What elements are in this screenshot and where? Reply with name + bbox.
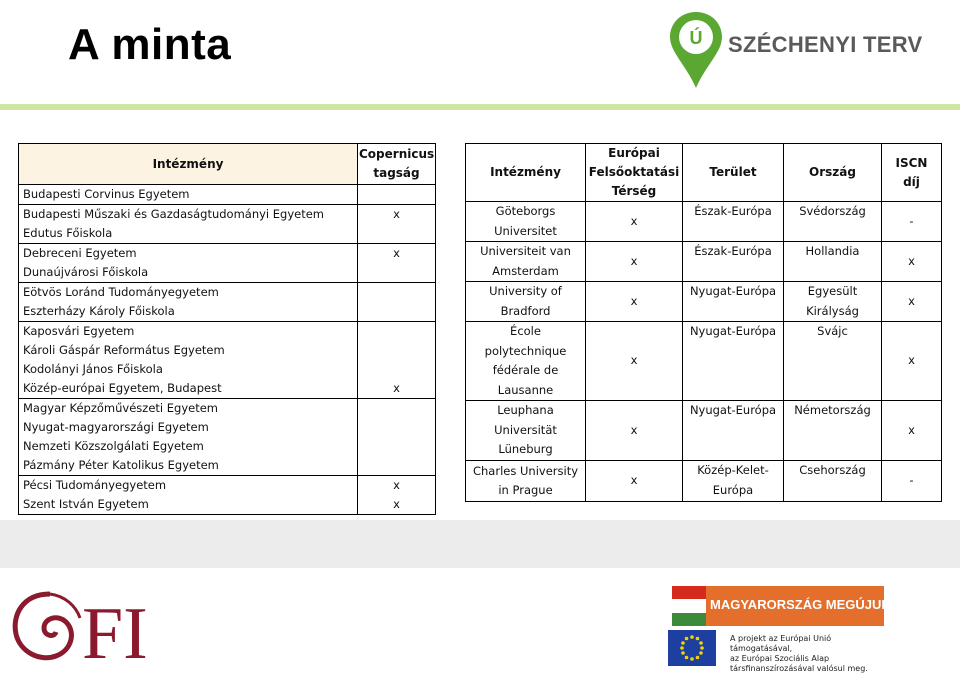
table2-header-territory: Terület xyxy=(683,144,784,202)
institution-cell xyxy=(466,322,586,401)
eu-funding-notice xyxy=(730,634,890,674)
table-row xyxy=(466,282,942,322)
institution-cell xyxy=(466,461,586,502)
table1-header-institution: Intézmény xyxy=(19,144,358,185)
copernicus-header-line1: Copernicus xyxy=(359,147,435,161)
eu-notice-line: A projekt az Európai Unió támogatásával, xyxy=(730,634,832,653)
logo-text: SZÉCHENYI TERV xyxy=(728,32,923,57)
ehea-mark: x xyxy=(586,401,683,461)
territory-line: Európa xyxy=(712,482,754,497)
ehea-header-line3: Térség xyxy=(611,184,657,198)
banner-text: MAGYARORSZÁG MEGÚJUL xyxy=(710,597,890,612)
table-row xyxy=(19,263,436,283)
institution-line: Bradford xyxy=(500,303,551,318)
table-row xyxy=(19,360,436,379)
table2-header-iscn xyxy=(882,144,942,202)
footer-band xyxy=(0,520,960,568)
table-row xyxy=(19,476,436,496)
institution-name: Eötvös Loránd Tudományegyetem xyxy=(19,283,358,303)
table-row xyxy=(466,202,942,242)
copernicus-mark xyxy=(358,456,436,476)
ehea-mark: x xyxy=(586,242,683,282)
institution-line: Universitet xyxy=(494,223,557,238)
ehea-mark: x xyxy=(586,282,683,322)
copernicus-mark xyxy=(358,341,436,360)
table-row xyxy=(466,322,942,401)
ehea-mark: x xyxy=(586,322,683,401)
table-row xyxy=(19,399,436,419)
iscn-mark: x xyxy=(882,242,942,282)
svg-text:Ú: Ú xyxy=(689,28,703,48)
copernicus-mark xyxy=(358,437,436,456)
iscn-header-line2: díj xyxy=(903,174,920,189)
country-line: Királyság xyxy=(806,303,859,318)
ofi-wordmark: FI xyxy=(82,593,148,668)
table2-header-institution: Intézmény xyxy=(466,144,586,202)
institution-line: in Prague xyxy=(498,483,553,497)
institution-cell xyxy=(466,242,586,282)
institution-name: Magyar Képzőművészeti Egyetem xyxy=(19,399,358,419)
country-cell: Svédország xyxy=(784,202,882,242)
country-cell: Csehország xyxy=(784,461,882,502)
eu-flag-icon xyxy=(668,630,716,666)
institution-name: Budapesti Corvinus Egyetem xyxy=(19,185,358,205)
country-cell: Svájc xyxy=(784,322,882,401)
copernicus-mark xyxy=(358,302,436,322)
institution-name: Pécsi Tudományegyetem xyxy=(19,476,358,496)
table-row xyxy=(19,341,436,360)
page-title: A minta xyxy=(68,20,232,69)
institution-line: Charles University xyxy=(472,463,579,478)
table-row xyxy=(19,322,436,342)
header-divider xyxy=(0,104,960,110)
iscn-mark: x xyxy=(882,322,942,401)
table2-header-country: Ország xyxy=(784,144,882,202)
table-row xyxy=(19,418,436,437)
table-row xyxy=(19,379,436,399)
copernicus-mark: x xyxy=(358,379,436,399)
table1-header-copernicus xyxy=(358,144,436,185)
territory-cell: Nyugat-Európa xyxy=(683,401,784,461)
institution-line: University of xyxy=(489,284,562,298)
table-row xyxy=(19,224,436,244)
country-cell: Németország xyxy=(784,401,882,461)
institution-line: Universität xyxy=(494,422,557,437)
table-row xyxy=(466,461,942,502)
table2-header-ehea xyxy=(586,144,683,202)
territory-cell: Nyugat-Európa xyxy=(683,282,784,322)
copernicus-mark xyxy=(358,418,436,437)
table-row xyxy=(19,283,436,303)
institution-name: Kodolányi János Főiskola xyxy=(19,360,358,379)
institution-line: Universiteit van xyxy=(480,244,571,258)
institution-line: Amsterdam xyxy=(492,263,559,278)
eu-notice-line: az Európai Szociális Alap xyxy=(730,654,830,663)
table-row xyxy=(466,242,942,282)
copernicus-table xyxy=(18,143,436,515)
iscn-header-line1: ISCN xyxy=(895,155,928,170)
territory-cell: Észak-Európa xyxy=(683,242,784,282)
institution-line: Lüneburg xyxy=(498,442,553,457)
institution-name: Károli Gáspár Református Egyetem xyxy=(19,341,358,360)
institution-line: fédérale de xyxy=(492,363,559,377)
copernicus-header-line2: tagság xyxy=(373,166,420,180)
country-cell: Hollandia xyxy=(784,242,882,282)
copernicus-mark xyxy=(358,185,436,205)
institution-name: Budapesti Műszaki és Gazdaságtudományi Egyetem xyxy=(19,205,358,225)
institution-line: École xyxy=(510,324,541,338)
copernicus-mark xyxy=(358,360,436,379)
institution-line: Leuphana xyxy=(497,403,554,418)
country-line: Egyesült xyxy=(807,284,858,298)
institution-name: Edutus Főiskola xyxy=(19,224,358,244)
copernicus-mark xyxy=(358,399,436,419)
copernicus-mark: x xyxy=(358,495,436,515)
institution-name: Nyugat-magyarországi Egyetem xyxy=(19,418,358,437)
institution-cell xyxy=(466,282,586,322)
szechenyi-terv-logo xyxy=(668,10,928,90)
institution-name: Közép-európai Egyetem, Budapest xyxy=(19,379,358,399)
territory-cell xyxy=(683,461,784,502)
institution-name: Pázmány Péter Katolikus Egyetem xyxy=(19,456,358,476)
iscn-mark: x xyxy=(882,401,942,461)
institution-name: Kaposvári Egyetem xyxy=(19,322,358,342)
map-pin-icon xyxy=(668,10,724,90)
institution-name: Dunaújvárosi Főiskola xyxy=(19,263,358,283)
table-row xyxy=(19,437,436,456)
institution-name: Nemzeti Közszolgálati Egyetem xyxy=(19,437,358,456)
table-row xyxy=(19,456,436,476)
ehea-mark: x xyxy=(586,461,683,502)
table-row xyxy=(19,495,436,515)
institution-cell xyxy=(466,202,586,242)
institution-name: Debreceni Egyetem xyxy=(19,244,358,264)
institution-line: Lausanne xyxy=(497,382,554,397)
ehea-header-line2: Felsőoktatási xyxy=(588,165,680,179)
table-row xyxy=(19,244,436,264)
copernicus-mark xyxy=(358,263,436,283)
copernicus-mark xyxy=(358,322,436,342)
magyarorszag-megujul-banner xyxy=(672,586,890,626)
copernicus-mark xyxy=(358,283,436,303)
table-row xyxy=(466,401,942,461)
territory-cell: Észak-Európa xyxy=(683,202,784,242)
territory-line: Közép-Kelet- xyxy=(697,463,769,477)
copernicus-mark: x xyxy=(358,205,436,225)
copernicus-mark: x xyxy=(358,476,436,496)
foreign-institutions-table xyxy=(465,143,942,502)
iscn-mark: - xyxy=(882,461,942,502)
territory-cell: Nyugat-Európa xyxy=(683,322,784,401)
ehea-mark: x xyxy=(586,202,683,242)
copernicus-mark: x xyxy=(358,244,436,264)
table-row xyxy=(19,205,436,225)
institution-name: Szent István Egyetem xyxy=(19,495,358,515)
institution-cell xyxy=(466,401,586,461)
ofi-logo xyxy=(10,588,190,668)
institution-line: Göteborgs xyxy=(495,204,556,218)
iscn-mark: x xyxy=(882,282,942,322)
institution-line: polytechnique xyxy=(484,343,567,358)
ehea-header-line1: Európai xyxy=(608,146,660,160)
country-cell xyxy=(784,282,882,322)
table-row xyxy=(19,185,436,205)
ofi-spiral-icon xyxy=(10,588,190,668)
eu-notice-line: társfinanszírozásával valósul meg. xyxy=(730,664,868,673)
table-row xyxy=(19,302,436,322)
institution-name: Eszterházy Károly Főiskola xyxy=(19,302,358,322)
iscn-mark: - xyxy=(882,202,942,242)
copernicus-mark xyxy=(358,224,436,244)
